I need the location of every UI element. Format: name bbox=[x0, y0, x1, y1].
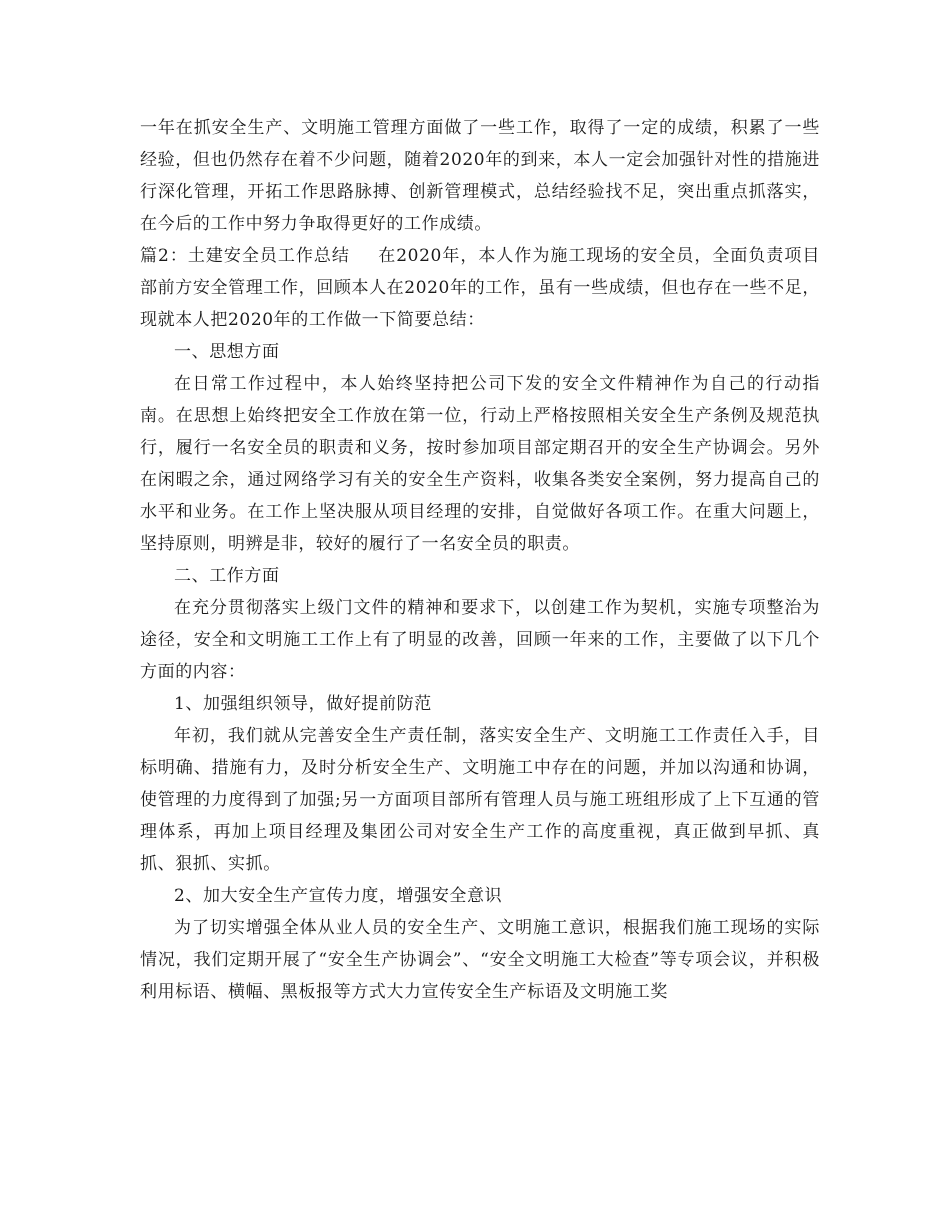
publicity-paragraph: 为了切实增强全体从业人员的安全生产、文明施工意识，根据我们施工现场的实际情况，我们定期开展了“安全生产协调会”、“安全文明施工大检查”等专项会议，并积极利用标语、横幅、黑板报等方式大力宣传安全生产标语及文明施工奖 bbox=[140, 918, 820, 1002]
chapter-paragraph bbox=[140, 240, 820, 336]
section-heading-thought: 一、思想方面 bbox=[174, 342, 280, 362]
document-page bbox=[140, 112, 820, 1008]
thought-paragraph: 在日常工作过程中，本人始终坚持把公司下发的安全文件精神作为自己的行动指南。在思想上始终把安全工作放在第一位，行动上严格按照相关安全生产条例及规范执行，履行一名安全员的职责和义务，按时参加项目部定期召开的安全生产协调会。另外在闲暇之余，通过网络学习有关的安全生产资料，收集各类安全案例，努力提高自己的水平和业务。在工作上坚决服从项目经理的安排，自觉做好各项工作。在重大问题上，坚持原则，明辨是非，较好的履行了一名安全员的职责。 bbox=[140, 374, 820, 554]
chapter-intro-text: 在2020年，本人作为施工现场的安全员，全面负责项目部前方安全管理工作，回顾本人在2020年的工作，虽有一些成绩，但也存在一些不足，现就本人把2020年的工作做一下简要总结： bbox=[140, 246, 820, 330]
section-heading-work: 二、工作方面 bbox=[174, 566, 280, 586]
subheading-organization: 1、加强组织领导，做好提前防范 bbox=[174, 694, 432, 714]
organization-paragraph: 年初，我们就从完善安全生产责任制，落实安全生产、文明施工工作责任入手，目标明确、措施有力，及时分析安全生产、文明施工中存在的问题，并加以沟通和协调，使管理的力度得到了加强;另一方面项目部所有管理人员与施工班组形成了上下互通的管理体系，再加上项目经理及集团公司对安全生产工作的高度重视，真正做到早抓、真抓、狠抓、实抓。 bbox=[140, 726, 820, 874]
chapter-title: 篇2：土建安全员工作总结 bbox=[140, 246, 350, 266]
subheading-publicity: 2、加大安全生产宣传力度，增强安全意识 bbox=[174, 886, 503, 906]
intro-paragraph: 一年在抓安全生产、文明施工管理方面做了一些工作，取得了一定的成绩，积累了一些经验，但也仍然存在着不少问题，随着2020年的到来，本人一定会加强针对性的措施进行深化管理，开拓工作思路脉搏、创新管理模式，总结经验找不足，突出重点抓落实，在今后的工作中努力争取得更好的工作成绩。 bbox=[140, 118, 820, 234]
work-paragraph: 在充分贯彻落实上级门文件的精神和要求下，以创建工作为契机，实施专项整治为途径，安全和文明施工工作上有了明显的改善，回顾一年来的工作，主要做了以下几个方面的内容： bbox=[140, 598, 820, 682]
